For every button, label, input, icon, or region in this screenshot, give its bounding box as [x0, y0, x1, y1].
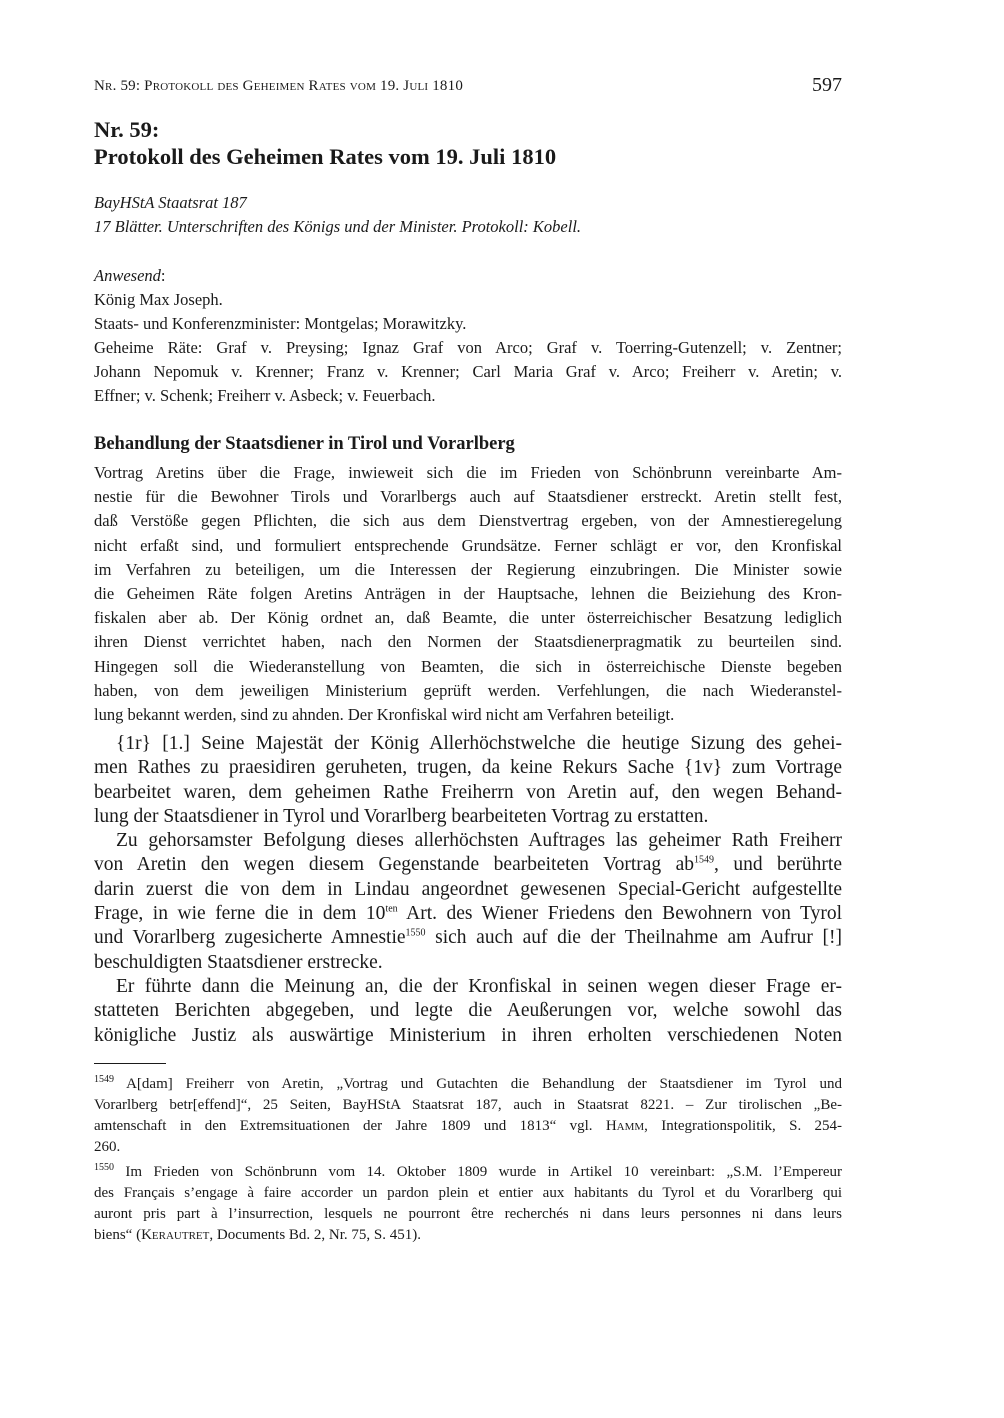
footnotes — [94, 1074, 842, 1246]
body-line: und Vorarlberg zugesicherte Amnestie$^{1550}$ sich auch auf die der Theilnahme am Aufrur [!] — [94, 927, 842, 949]
section-summary — [94, 461, 842, 727]
body-line: von Aretin den wegen diesem Gegenstande bearbeiteten Vortrag $ab^{1549}$, und berührte — [94, 854, 842, 876]
summary-line: im Verfahren zu beteiligen, um die Interessen der Regierung einzubringen. Die Minister sowie — [94, 559, 842, 579]
summary-line: Vortrag Aretins über die Frage, inwieweit sich die im Frieden von Schönbrunn vereinbarte Am- — [94, 463, 842, 482]
body-line: {1r} [1.] Seine Majestät der König Allerhöchstwelche die heutige Sizung des gehei- — [116, 733, 842, 754]
attendee-line: Johann Nepomuk v. Krenner; Franz v. Krenner; Carl Maria Graf v. Arco; Freiherr v. Aretin; v. — [94, 362, 842, 381]
ordinal-superscript: ten — [385, 903, 398, 915]
summary-line: die Geheimen Räte folgen Aretins Anträgen in der Hauptsache, lehnen die Beiziehung des Kron- — [94, 584, 842, 604]
footnote-1550: $^{1550}$ Im Frieden von Schönbrunn vom 14. Oktober 1809 wurde in Artikel 10 vereinbart: „S.M. l’Empereur — [94, 1162, 842, 1180]
body-line: bearbeitet waren, dem geheimen Rathe Freiherrn von Aretin auf, den wegen Behand- — [94, 781, 842, 803]
footnote-divider — [94, 1063, 166, 1064]
footnote-line: des Français s’engage à faire accorder un pardon plein et entier aux habitants du Tyrol et du Vorarlberg qui — [94, 1185, 842, 1201]
document-title — [94, 116, 842, 170]
body-line: königliche Justiz als auswärtige Ministerium in ihren erholten verschiedenen Noten — [94, 1024, 842, 1046]
body-line: lung der Staatsdiener in Tyrol und Vorarlberg bearbeiteten Vortrag zu erstatten. — [94, 805, 709, 827]
title-text: Protokoll des Geheimen Rates vom 19. Juli 1810 — [94, 144, 557, 169]
body-line: statteten Berichten abgegeben, und legte die Aeußerungen vor, welche sowohl das — [94, 1000, 842, 1022]
attendee-line: Geheime Räte: Graf v. Preysing; Ignaz Graf von Arco; Graf v. Toerring-Gutenzell; v. Zentner; — [94, 338, 842, 357]
protocol-text — [94, 732, 842, 1048]
cited-author: Hamm — [605, 1118, 645, 1134]
footnote-line: Vorarlberg betr[effend]“, 25 Seiten, BayHStA Staatsrat 187, auch in Staatsrat 8221. – Zur tirolischen „Be- — [94, 1097, 842, 1113]
section-heading: Behandlung der Staatsdiener in Tirol und Vorarlberg — [94, 434, 515, 454]
archive-reference: BayHStA Staatsrat 187 — [94, 193, 247, 212]
summary-line: Hingegen soll die Wiederanstellung von Beamten, die sich in österreichische Dienste begeben — [94, 656, 842, 676]
footnote-line: auront pris part à l’insurrection, lesquels ne pourront être recherchés ni dans leurs personnes ni dans leurs — [94, 1206, 842, 1222]
footnote-number: 1549 — [94, 1074, 114, 1085]
summary-line: haben, von dem jeweiligen Ministerium geprüft werden. Verfehlungen, die nach Wiederanstel- — [94, 680, 842, 700]
body-line: men Rathes zu praesidiren geruheten, trugen, da keine Rekurs Sache {1v} zum Vortrage — [94, 757, 842, 779]
attendee-line: Effner; v. Schenk; Freiherr v. Asbeck; v. Feuerbach. — [94, 386, 436, 405]
footnote-ref-1549[interactable]: 1549 — [694, 854, 715, 866]
page-number: 597 — [812, 74, 842, 96]
summary-line: nestie für die Bewohner Tirols und Vorarlbergs auch auf Staatsdiener erstreckt. Aretin stellt fest, — [94, 487, 842, 507]
body-line: Frage, in wie ferne die in dem $10^{ten}$ Art. des Wiener Friedens den Bewohnern von Tyrol — [94, 903, 842, 925]
body-line: darin zuerst die von dem in Lindau angeordnet gewesenen Special-Gericht aufgestellte — [94, 878, 842, 900]
footnote-ref-1550[interactable]: 1550 — [405, 927, 426, 939]
attendance-label: Anwesend — [94, 266, 161, 285]
footnote-line: 260. — [94, 1139, 121, 1155]
attendee-line: König Max Joseph. — [94, 290, 223, 309]
title-number: Nr. 59: — [94, 117, 160, 142]
footnote-line: amtenschaft in den Extremsituationen der Jahre 1809 und 1813“ vgl. Hamm, Integrationspolitik, S. 254- — [94, 1118, 843, 1134]
summary-line: nicht erfaßt sind, und formuliert entsprechende Grundsätze. Ferner schlägt er vor, den Kronfiskal — [94, 535, 842, 555]
body-line: Zu gehorsamster Befolgung dieses allerhöchsten Auftrages las geheimer Rath Freiherr — [116, 830, 842, 852]
body-line: Er führte dann die Meinung an, die der Kronfiskal in seinen wegen dieser Frage er- — [116, 975, 842, 997]
source-note — [94, 191, 842, 239]
footnote-line: biens“ (Kerautret, Documents Bd. 2, Nr. 75, S. 451). — [94, 1227, 422, 1243]
footnote-1549: $^{1549}$ A[dam] Freiherr von Aretin, „Vortrag und Gutachten die Behandlung der Staatsdiener im Tyrol und — [94, 1074, 842, 1092]
summary-line: ihren Dienst verrichtet haben, nach den Normen der Staatsdienerpragmatik zu beurteilen sind. — [94, 632, 842, 652]
summary-line: daß Verstöße gegen Pflichten, die sich aus dem Dienstvertrag ergeben, von der Amnestieregelung — [94, 511, 842, 531]
running-head-title: Nr. 59: Protokoll des Geheimen Rates vom 19. Juli 1810 — [94, 78, 464, 94]
attendee-line: Staats- und Konferenzminister: Montgelas; Morawitzky. — [94, 314, 467, 333]
summary-line: fiskalen aber ab. Der König ordnet an, daß Beamte, die unter österreichischer Besatzung lediglich — [94, 608, 842, 628]
document-description: 17 Blätter. Unterschriften des Königs und der Minister. Protokoll: Kobell. — [94, 217, 582, 236]
footnote-number: 1550 — [94, 1162, 114, 1173]
running-head — [94, 76, 842, 100]
body-line: beschuldigten Staatsdiener erstrecke. — [94, 951, 383, 973]
summary-line: lung bekannt werden, sind zu ahnden. Der Kronfiskal wird nicht am Verfahren beteiligt. — [94, 705, 675, 725]
cited-author: Kerautret — [141, 1227, 210, 1243]
attendance-list: Anwesend: König Max Joseph. Staats- und Konferenzminister: Montgelas; Morawitzky. Geheime Räte: Graf v. Preysing; Ignaz Graf von Arco; Graf v. Toerring-Gutenzell; v. Zentner; Johann Nepomuk v. Krenner; Franz v. Krenner; Carl Maria Graf v. Arco; Freiherr v. Aretin; v. Effner; v. Schenk; Freiherr v. Asbeck; v. Feuerbach. — [94, 264, 842, 408]
